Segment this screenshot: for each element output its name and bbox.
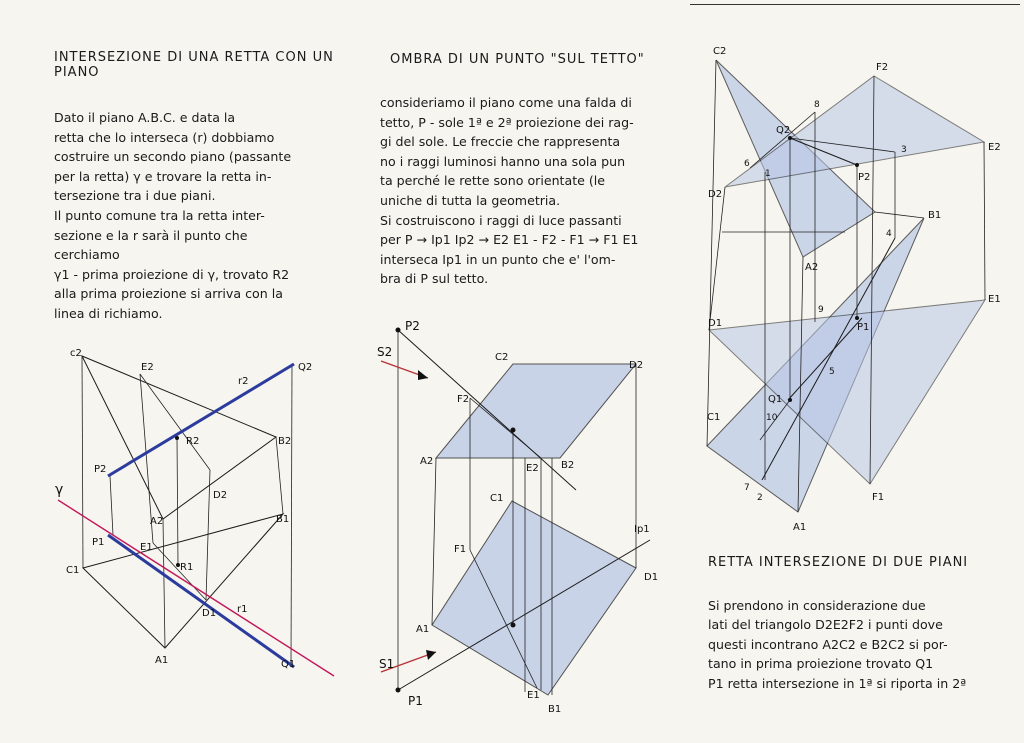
point-p2 <box>396 328 401 333</box>
middle-diagram <box>377 319 658 715</box>
label-a2: A2 <box>150 516 164 527</box>
label-4: 4 <box>886 229 892 239</box>
label-e2: E2 <box>988 142 1001 153</box>
label-s1: S1 <box>379 657 395 671</box>
label-s2: S2 <box>377 345 393 359</box>
label-a1: A1 <box>155 655 169 666</box>
middle-section-title: OMBRA DI UN PUNTO "SUL TETTO" <box>390 52 645 67</box>
point-q2 <box>788 136 792 140</box>
label-e2: E2 <box>526 463 539 474</box>
middle-section-text: consideriamo il piano come una falda di tetto, P - sole 1ª e 2ª proiezione dei rag- gi del sole. Le freccie che rappresenta no i raggi luminosi hanno una sola pun ta perché le rette sono orientate (le uniche di tutta la geometria. Si costruiscono i raggi di luce passanti per P → Ip1 Ip2 → E2 E1 - F2 - F1 → F1 E1 interseca Ip1 in un punto che e' l'om- bra di P sul tetto. <box>380 95 639 287</box>
label-q1: Q1 <box>281 659 296 670</box>
recall-e <box>984 142 985 300</box>
right-section-text: Si prendono in considerazione due lati del triangolo D2E2F2 i punti dove questi incontrano A2C2 e B2C2 si por- tano in prima proiezione trovato Q1 P1 retta intersezione in 1ª si riporta in 2ª <box>708 598 967 691</box>
label-d2: D2 <box>629 360 644 371</box>
label-gamma: γ <box>55 482 64 498</box>
roof-first-projection <box>432 501 636 695</box>
label-q1: Q1 <box>768 394 783 405</box>
label-10: 10 <box>766 413 778 423</box>
label-2: 2 <box>757 493 763 503</box>
recall-c <box>707 60 716 446</box>
right-diagram <box>707 46 1001 533</box>
label-d1: D1 <box>644 572 659 583</box>
shadow-point-second <box>511 428 516 433</box>
point-p1 <box>396 688 401 693</box>
label-rr1: R1 <box>180 562 194 573</box>
label-r2: r2 <box>238 376 249 387</box>
label-d2: D2 <box>213 490 228 501</box>
label-q2: Q2 <box>776 125 791 136</box>
label-6: 6 <box>744 159 750 169</box>
label-p1: P1 <box>408 694 423 708</box>
recall-b <box>875 212 924 218</box>
label-ip1: Ip1 <box>634 524 650 535</box>
label-f1: F1 <box>454 544 467 555</box>
label-rr2: R2 <box>186 436 200 447</box>
line-r1 <box>108 535 294 667</box>
label-1: 1 <box>765 169 771 179</box>
label-p2: P2 <box>94 464 107 475</box>
arrow-head-s1 <box>426 650 436 660</box>
label-b1: B1 <box>548 704 562 715</box>
label-c2: c2 <box>70 348 82 359</box>
label-c2: C2 <box>495 352 509 363</box>
label-d1: D1 <box>708 318 723 329</box>
point-q1 <box>788 398 792 402</box>
label-d2: D2 <box>708 189 723 200</box>
label-p1: P1 <box>92 537 105 548</box>
label-b1: B1 <box>928 210 942 221</box>
label-q2: Q2 <box>298 362 313 373</box>
label-9: 9 <box>818 305 824 315</box>
label-7: 7 <box>744 483 750 493</box>
label-r1: r1 <box>237 604 248 615</box>
arrow-head-s2 <box>418 370 428 380</box>
label-c1: C1 <box>707 412 721 423</box>
left-section-text: Dato il piano A.B.C. e data la retta che lo interseca (r) dobbiamo costruire un secondo piano (passante per la retta) γ e trovare la retta in- tersezione tra i due piani. Il punto comune tra la retta inter- sezione e la r sarà il punto che cerchiamo γ1 - prima proiezione di γ, trovato R2 alla prima proiezione si arriva con la linea di richiamo. <box>54 110 292 321</box>
recall-a <box>432 458 436 625</box>
label-f2: F2 <box>876 62 889 73</box>
label-a2: A2 <box>420 456 434 467</box>
label-b2: B2 <box>278 436 292 447</box>
label-c1: C1 <box>490 493 504 504</box>
label-a2: A2 <box>805 262 819 273</box>
recall-c <box>82 356 83 568</box>
label-p1: P1 <box>857 322 870 333</box>
recall-r <box>177 438 178 565</box>
point-r2 <box>175 436 179 440</box>
label-3: 3 <box>901 145 907 155</box>
right-section-title: RETTA INTERSEZIONE DI DUE PIANI <box>708 555 969 570</box>
roof-second-projection <box>436 364 636 458</box>
left-diagram <box>55 348 334 676</box>
label-e1: E1 <box>140 542 153 553</box>
label-8: 8 <box>814 100 820 110</box>
point-p2 <box>855 163 859 167</box>
label-f1: F1 <box>872 492 885 503</box>
label-a1: A1 <box>416 624 430 635</box>
label-b1: B1 <box>276 514 290 525</box>
label-a1: A1 <box>793 522 807 533</box>
line-r2 <box>108 364 294 476</box>
recall-p <box>110 476 113 535</box>
label-e1: E1 <box>527 690 540 701</box>
point-p1 <box>855 316 859 320</box>
label-p2: P2 <box>858 172 871 183</box>
label-e1: E1 <box>988 294 1001 305</box>
recall-q <box>291 365 292 665</box>
recall-b <box>276 437 283 514</box>
label-f2: F2 <box>457 394 470 405</box>
label-5: 5 <box>829 367 835 377</box>
shadow-point-first <box>511 623 516 628</box>
left-section-title: INTERSEZIONE DI UNA RETTA CON UN PIANO <box>54 50 334 80</box>
label-b2: B2 <box>561 460 575 471</box>
label-c2: C2 <box>713 46 727 57</box>
label-e2: E2 <box>141 362 154 373</box>
label-p2: P2 <box>405 319 420 333</box>
line-gamma <box>58 500 334 676</box>
label-d1: D1 <box>202 608 217 619</box>
label-c1: C1 <box>66 565 80 576</box>
recall-a <box>163 519 165 648</box>
